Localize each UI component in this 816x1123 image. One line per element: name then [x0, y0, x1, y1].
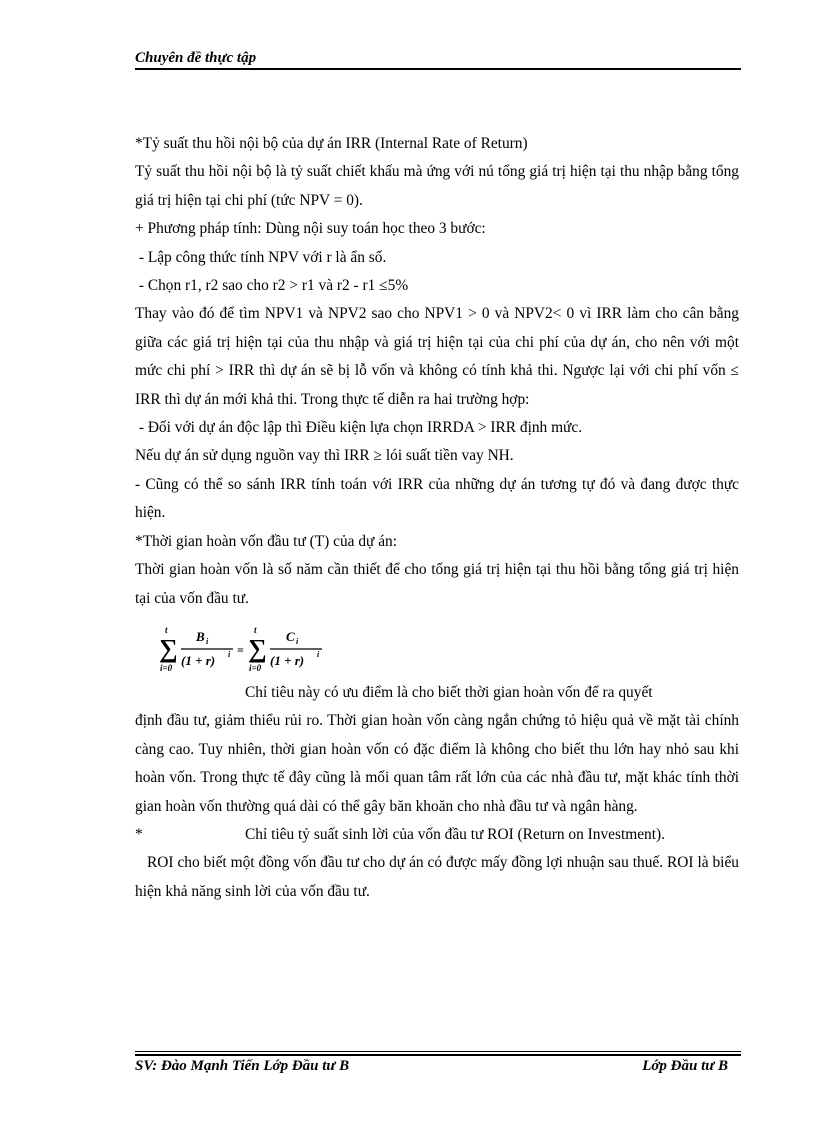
- irr-heading: *Tỷ suất thu hồi nội bộ của dự án IRR (Internal Rate of Return): [135, 135, 528, 152]
- footer-divider-thin: [135, 1051, 741, 1052]
- roi-title: Chỉ tiêu tỷ suất sinh lời của vốn đầu tư ROI (Return on Investment).: [245, 825, 665, 843]
- sum-symbol-right: ∑: [248, 633, 267, 663]
- payback-advantage-body: định đầu tư, giảm thiểu rủi ro. Thời gian hoàn vốn càng ngắn chứng tỏ hiệu quả về mặt tài chính càng cao. Tuy nhiên, thời gian hoàn vốn có đặc điểm là không cho biết thu lớn hay nhỏ sau khi hoàn vốn. Trong thực tế đây cũng là mối quan tâm rất lớn của các nhà đầu tư, mặt khác tính thời gian hoàn vốn thường quá dài có thể gây băn khoăn cho nhà đầu tư và ngân hàng.: [135, 712, 739, 815]
- footer-class: Lớp Đầu tư B: [642, 1058, 728, 1074]
- numerator-c: C: [286, 628, 295, 644]
- numerator-b: B: [196, 628, 205, 644]
- roi-body: ROI cho biết một đồng vốn đầu tư cho dự án có được mấy đồng lợi nhuận sau thuế. ROI là biểu hiện khả năng sinh lời của vốn đầu tư.: [135, 854, 739, 900]
- page-header-title: Chuyên đề thực tập: [135, 50, 257, 66]
- footer-divider-thick: [135, 1054, 741, 1056]
- formula-upper-left: t: [165, 624, 168, 635]
- denominator-left: (1 + r): [181, 652, 216, 668]
- formula-lower-right: i=0: [249, 662, 262, 673]
- exponent-left: i: [228, 649, 231, 659]
- roi-heading: [135, 821, 739, 849]
- irr-explanation: Thay vào đó để tìm NPV1 và NPV2 sao cho NPV1 > 0 và NPV2< 0 vì IRR làm cho cân bằng giữa các giá trị hiện tại của thu nhập và giá trị hiện tại của chi phí của dự án, cho nên với một mức chi phí > IRR thì dự án sẽ bị lỗ vốn và không có tính khả thi. Ngược lại với chi phí vốn ≤ IRR thì dự án mới khả thi. Trong thực tế diễn ra hai trường hợp:: [135, 305, 739, 408]
- header-divider: [135, 68, 741, 70]
- payback-heading: *Thời gian hoàn vốn đầu tư (T) của dự án:: [135, 532, 398, 550]
- denominator-right: (1 + r): [270, 652, 305, 668]
- comparison-rule: - Cũng có thể so sánh IRR tính toán với IRR của những dự án tương tự đó và đang được thực hiện.: [135, 475, 739, 522]
- loan-rule: Nếu dự án sử dụng nguồn vay thì IRR ≥ lói suất tiền vay NH.: [135, 447, 514, 465]
- step-2: - Chọn r1, r2 sao cho r2 > r1 và r2 - r1 ≤5%: [135, 277, 409, 295]
- footer-author: SV: Đào Mạnh Tiến Lớp Đầu tư B: [135, 1058, 350, 1074]
- roi-bullet: *: [135, 825, 143, 843]
- payback-formula: [135, 613, 739, 679]
- numerator-c-sub: i: [296, 636, 299, 646]
- method-heading: + Phương pháp tính: Dùng nội suy toán học theo 3 bước:: [135, 220, 486, 238]
- formula-lower-left: i=0: [160, 662, 173, 673]
- formula-upper-right: t: [254, 624, 257, 635]
- payback-advantage-lead: Chỉ tiêu này có ưu điểm là cho biết thời gian hoàn vốn để ra quyết: [245, 683, 653, 701]
- payback-definition: Thời gian hoàn vốn là số năm cần thiết để cho tổng giá trị hiện tại thu hồi bằng tổng giá trị hiện tại của vốn đầu tư.: [135, 561, 739, 607]
- sum-symbol-left: ∑: [159, 633, 178, 663]
- independent-project-rule: - Đối với dự án độc lập thì Điều kiện lựa chọn IRRDA > IRR định mức.: [135, 419, 583, 437]
- step-1: - Lập công thức tính NPV với r là ẩn số.: [135, 248, 387, 266]
- document-body: [135, 130, 739, 906]
- equals-sign: =: [237, 642, 244, 657]
- irr-definition: Tỷ suất thu hồi nội bộ là tỷ suất chiết khấu mà ứng với nú tổng giá trị hiện tại thu nhập bằng tổng giá trị hiện tại chi phí (tức NPV = 0).: [135, 163, 739, 209]
- numerator-b-sub: i: [206, 636, 209, 646]
- exponent-right: i: [317, 649, 320, 659]
